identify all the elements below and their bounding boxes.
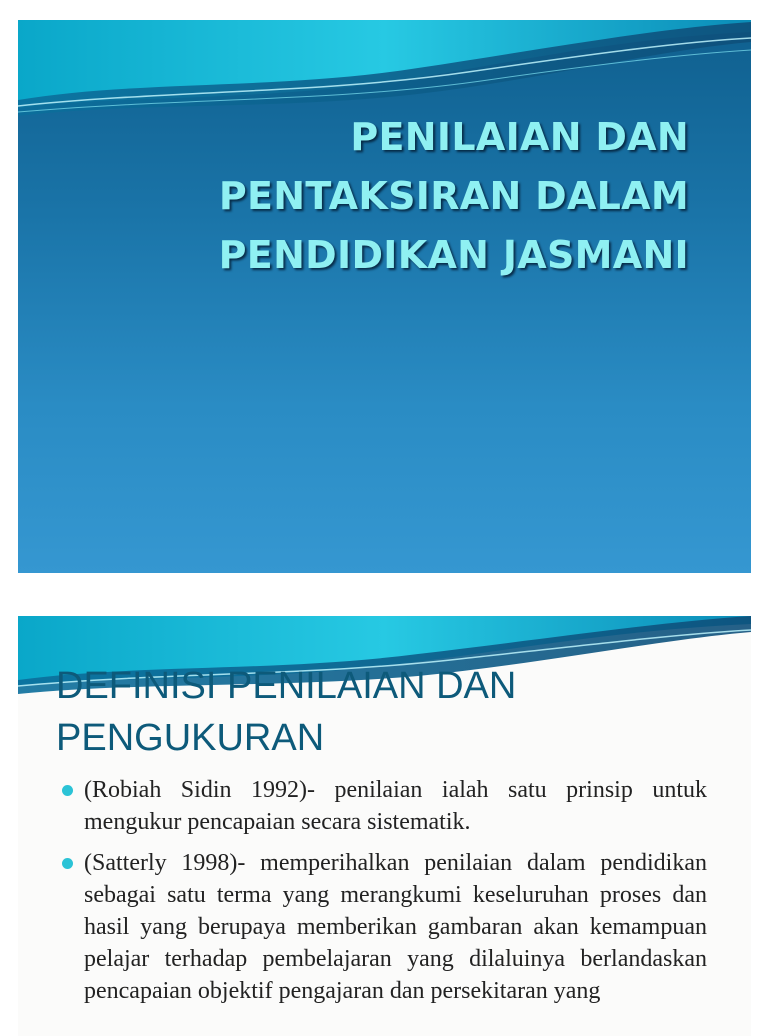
title-line: PENTAKSIRAN DALAM (218, 174, 689, 218)
title-line: PENDIDIKAN JASMANI (218, 233, 689, 277)
bullet-icon (62, 785, 73, 796)
bullet-item (62, 774, 707, 838)
slide-title (129, 108, 689, 285)
bullet-item (62, 847, 707, 1007)
title-slide (18, 20, 751, 573)
slide-title (56, 660, 736, 764)
title-line: PENILAIAN DAN (350, 115, 689, 159)
bullet-list (62, 774, 707, 1016)
title-line: PENGUKURAN (56, 717, 325, 759)
title-line: DEFINISI PENILAIAN DAN (56, 665, 517, 707)
bullet-text: (Robiah Sidin 1992)- penilaian ialah satu prinsip untuk mengukur pencapaian secara sistematik. (84, 777, 707, 835)
content-slide (18, 616, 751, 1036)
bullet-icon (62, 858, 73, 869)
bullet-text: (Satterly 1998)- memperihalkan penilaian dalam pendidikan sebagai satu terma yang merangkumi keseluruhan proses dan hasil yang berupaya memberikan gambaran akan kemampuan pelajar terhadap pembelajaran yang dilaluinya berlandaskan pencapaian objektif pengajaran dan persekitaran yang (84, 850, 707, 1004)
